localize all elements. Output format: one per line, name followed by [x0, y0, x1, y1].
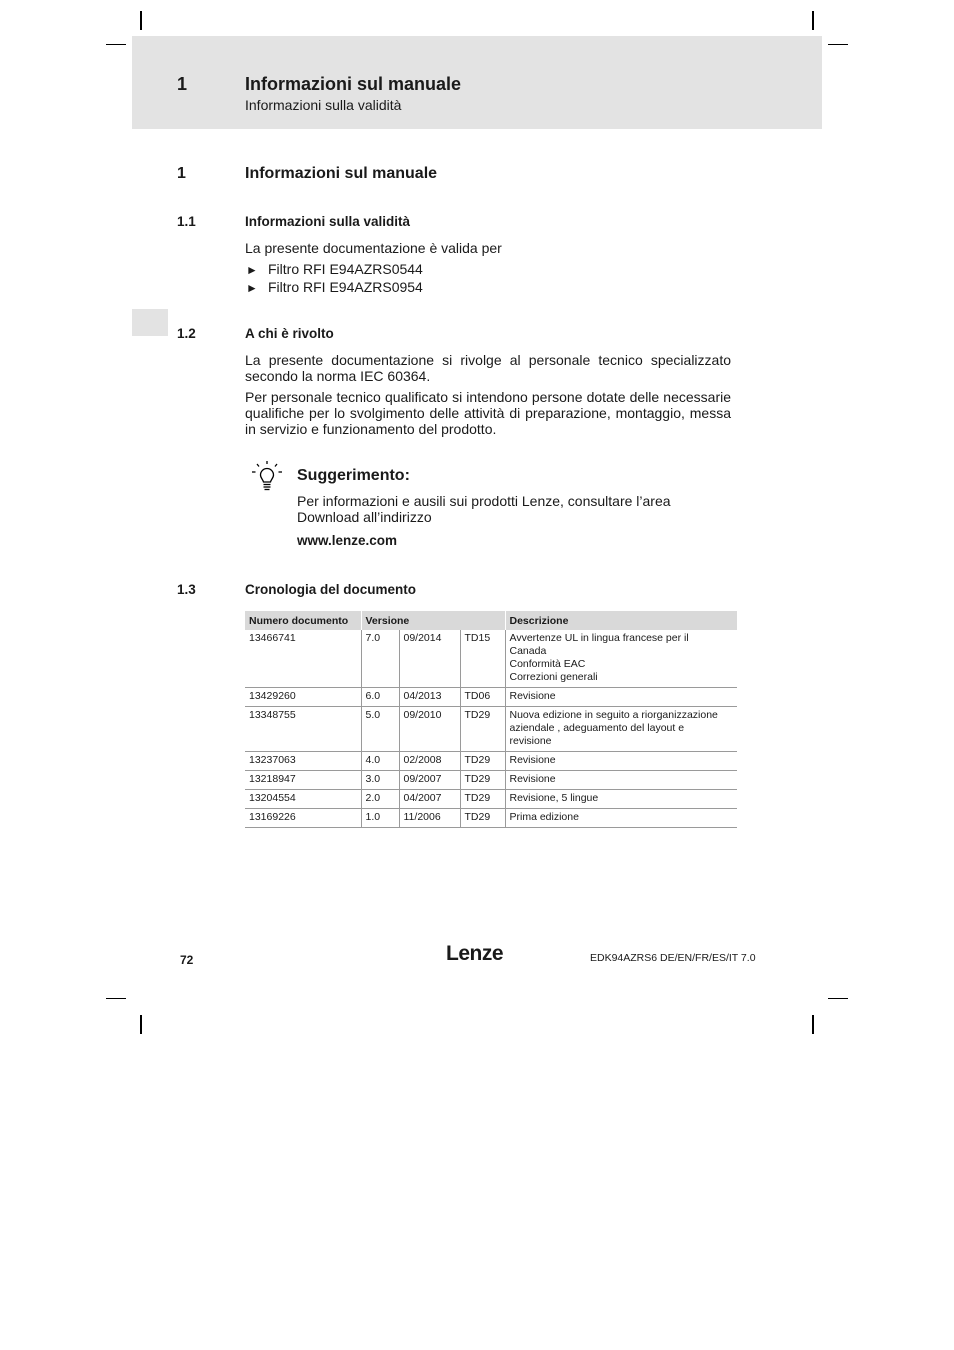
cell-td: TD29 — [460, 752, 505, 771]
subsection-title: Cronologia del documento — [245, 582, 416, 597]
cell-doc-number: 13204554 — [245, 790, 361, 809]
cell-version: 6.0 — [361, 688, 399, 707]
cell-doc-number: 13466741 — [245, 630, 361, 688]
table-row — [245, 771, 737, 790]
side-tab-marker — [132, 309, 168, 336]
cell-version: 1.0 — [361, 809, 399, 828]
bullet-item: ► Filtro RFI E94AZRS0544 — [246, 261, 423, 277]
subsection-number: 1.2 — [177, 326, 196, 341]
description-line: revisione — [509, 735, 552, 747]
cell-description — [505, 771, 737, 790]
section-title: Informazioni sul manuale — [245, 165, 438, 182]
lenze-website-link[interactable]: www.lenze.com — [297, 533, 398, 548]
description-line: Revisione — [509, 690, 556, 702]
crop-mark — [140, 1015, 142, 1034]
description-line: Revisione — [509, 754, 556, 766]
cell-version: 7.0 — [361, 630, 399, 688]
cell-doc-number: 13237063 — [245, 752, 361, 771]
lenze-logo: Lenze — [446, 942, 504, 965]
crop-mark — [828, 44, 848, 45]
table-row — [245, 630, 737, 688]
cell-description — [505, 630, 737, 688]
crop-mark — [812, 1015, 814, 1034]
cell-description — [505, 790, 737, 809]
cell-description — [505, 752, 737, 771]
subsection-number: 1.1 — [177, 214, 196, 229]
header-chapter-number: 1 — [177, 74, 188, 94]
description-line: Correzioni generali — [509, 671, 598, 683]
description-line: aziendale , adeguamento del layout e — [509, 722, 685, 734]
section-number: 1 — [177, 165, 186, 182]
column-header-version: Versione — [361, 611, 505, 630]
cell-description — [505, 688, 737, 707]
page-number: 72 — [180, 953, 194, 967]
cell-date: 02/2008 — [399, 752, 460, 771]
cell-td: TD29 — [460, 771, 505, 790]
subsection-title: Informazioni sulla validità — [245, 214, 411, 229]
description-line: Nuova edizione in seguito a riorganizzazione — [509, 709, 718, 721]
audience-paragraph: La presente documentazione si rivolge al personale tecnico specializzato secondo la norma IEC 60364. — [245, 352, 731, 384]
cell-version: 4.0 — [361, 752, 399, 771]
cell-doc-number: 13169226 — [245, 809, 361, 828]
document-id: EDK94AZRS6 DE/EN/FR/ES/IT 7.0 — [590, 952, 756, 964]
tip-title: Suggerimento: — [297, 467, 410, 484]
cell-td: TD29 — [460, 707, 505, 752]
cell-td: TD15 — [460, 630, 505, 688]
cell-date: 11/2006 — [399, 809, 460, 828]
cell-td: TD06 — [460, 688, 505, 707]
table-row — [245, 790, 737, 809]
table-row — [245, 707, 737, 752]
validity-intro: La presente documentazione è valida per — [245, 240, 502, 256]
crop-mark — [828, 998, 848, 999]
description-line: Revisione — [509, 773, 556, 785]
cell-date: 04/2007 — [399, 790, 460, 809]
table-row — [245, 809, 737, 828]
description-line: Revisione, 5 lingue — [509, 792, 599, 804]
cell-version: 3.0 — [361, 771, 399, 790]
column-header-doc-number: Numero documento — [245, 611, 361, 630]
table-row — [245, 752, 737, 771]
header-subtitle: Informazioni sulla validità — [245, 97, 402, 113]
subsection-title: A chi è rivolto — [245, 326, 334, 341]
crop-mark — [812, 11, 814, 30]
table-row — [245, 688, 737, 707]
description-line: Conformità EAC — [509, 658, 586, 670]
subsection-number: 1.3 — [177, 582, 196, 597]
cell-td: TD29 — [460, 790, 505, 809]
bullet-item: ► Filtro RFI E94AZRS0954 — [246, 279, 423, 295]
cell-doc-number: 13218947 — [245, 771, 361, 790]
description-line: Canada — [509, 645, 547, 657]
cell-description — [505, 809, 737, 828]
column-header-description: Descrizione — [505, 611, 737, 630]
crop-mark — [106, 44, 126, 45]
cell-doc-number: 13429260 — [245, 688, 361, 707]
arrow-bullet-icon: ► — [246, 281, 258, 295]
table-header-row — [245, 611, 737, 630]
cell-date: 04/2013 — [399, 688, 460, 707]
cell-date: 09/2010 — [399, 707, 460, 752]
cell-description — [505, 707, 737, 752]
arrow-bullet-icon: ► — [246, 263, 258, 277]
cell-td: TD29 — [460, 809, 505, 828]
cell-date: 09/2007 — [399, 771, 460, 790]
crop-mark — [140, 11, 142, 30]
qualification-paragraph: Per personale tecnico qualificato si intendono persone dotate delle necessarie qualifiche per lo svolgimento delle attività di preparazione, montaggio, messa in servizio e funzionamento del prodotto. — [245, 389, 731, 437]
crop-mark — [106, 998, 126, 999]
document-history-table — [245, 611, 737, 828]
cell-doc-number: 13348755 — [245, 707, 361, 752]
cell-version: 2.0 — [361, 790, 399, 809]
header-band — [132, 36, 822, 129]
description-line: Prima edizione — [509, 811, 579, 823]
header-chapter-title: Informazioni sul manuale — [245, 74, 462, 94]
lightbulb-icon — [250, 460, 284, 492]
cell-version: 5.0 — [361, 707, 399, 752]
description-line: Avvertenze UL in lingua francese per il — [509, 632, 689, 644]
tip-text: Per informazioni e ausili sui prodotti Lenze, consultare l’area Download all’indirizzo — [297, 493, 671, 525]
cell-date: 09/2014 — [399, 630, 460, 688]
